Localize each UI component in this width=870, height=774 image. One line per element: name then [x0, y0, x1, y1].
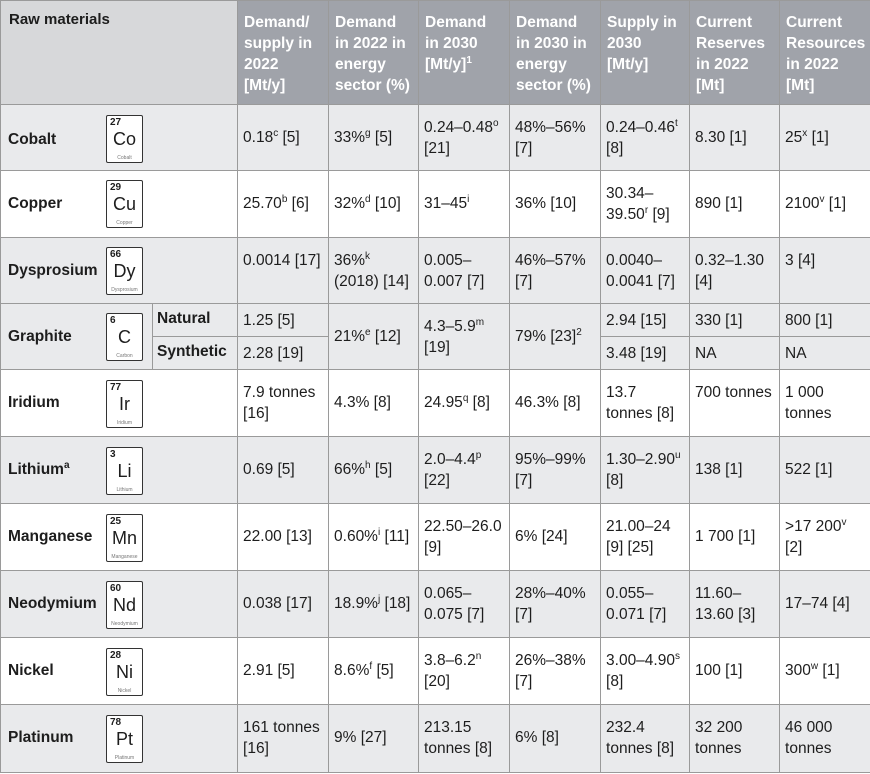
cell-reserves-2022: 890 [1]: [690, 171, 780, 238]
element-full-name: Iridium: [116, 420, 132, 426]
element-full-name: Dysprosium: [111, 287, 138, 293]
cell-demand-2030: [419, 638, 510, 705]
cell-demand-supply-2022: [238, 171, 329, 238]
cell-demand-energy-2030: 26%–38% [7]: [510, 638, 601, 705]
footnote: d: [365, 193, 371, 205]
cell-resources-2022: 1 000 tonnes: [780, 370, 870, 437]
cell-demand-energy-2022: [329, 504, 419, 571]
material-name: Graphite: [8, 328, 72, 345]
cell-demand-supply-2022: 2.28 [19]: [238, 337, 329, 370]
element-symbol: Ni: [116, 662, 133, 682]
table-row-platinum: [1, 705, 870, 773]
element-tile: [106, 514, 143, 562]
material-cell: [1, 504, 238, 571]
cell-demand-energy-2030: [510, 304, 601, 370]
header-reserves-2022: Current Reserves in 2022 [Mt]: [690, 1, 780, 105]
material-cell: [1, 571, 238, 638]
cell-demand-energy-2030: 95%–99% [7]: [510, 437, 601, 504]
cell-resources-2022: 3 [4]: [780, 238, 870, 304]
element-symbol: Co: [112, 129, 136, 149]
cell-reserves-2022: 8.30 [1]: [690, 105, 780, 171]
cell-demand-2030: 22.50–26.0 [9]: [419, 504, 510, 571]
cell-demand-energy-2022: [329, 238, 419, 304]
reference: [1]: [818, 662, 840, 679]
element-full-name: Platinum: [114, 755, 135, 761]
table-row-manganese: [1, 504, 870, 571]
element-full-name: Copper: [116, 220, 133, 226]
table-row-graphite-natural: [1, 304, 870, 337]
cell-demand-supply-2022: 7.9 tonnes [16]: [238, 370, 329, 437]
element-symbol: Ir: [119, 394, 130, 414]
reference: [8]: [606, 140, 624, 157]
value: 2.0–4.4: [424, 451, 476, 468]
footnote: e: [365, 326, 371, 338]
table-row-dysprosium: [1, 238, 870, 304]
element-symbol: Pt: [115, 729, 133, 749]
cell-demand-supply-2022: 2.91 [5]: [238, 638, 329, 705]
cell-supply-2030: [601, 638, 690, 705]
cell-supply-2030: 21.00–24 [9] [25]: [601, 504, 690, 571]
element-number: 60: [110, 583, 122, 594]
table-row-neodymium: [1, 571, 870, 638]
material-name: Cobalt: [8, 131, 57, 148]
value: 30.34–39.50: [606, 185, 654, 223]
value: 24.95: [424, 394, 463, 411]
reference: [2]: [785, 539, 803, 556]
reference: [21]: [424, 140, 450, 157]
value: >17 200: [785, 518, 842, 535]
cell-demand-energy-2030: 46%–57% [7]: [510, 238, 601, 304]
cell-demand-energy-2022: [329, 171, 419, 238]
cell-resources-2022: 46 000 tonnes: [780, 705, 870, 773]
element-number: 27: [110, 117, 122, 128]
value: 0.18: [243, 129, 274, 146]
value: 3.8–6.2: [424, 652, 476, 669]
element-symbol: C: [118, 327, 131, 347]
material-name: Neodymium: [8, 595, 97, 612]
cell-demand-2030: 0.005–0.007 [7]: [419, 238, 510, 304]
element-tile: [106, 648, 143, 696]
table-row-nickel: [1, 638, 870, 705]
value: 66%: [334, 461, 366, 478]
element-full-name: Neodymium: [111, 621, 138, 627]
footnote: h: [365, 459, 371, 471]
header-demand-2030-footnote: 1: [466, 54, 472, 66]
value: 8.6%: [334, 662, 370, 679]
footnote: a: [63, 459, 70, 471]
cell-demand-2030: [419, 171, 510, 238]
cell-supply-2030: [601, 437, 690, 504]
reference: [11]: [380, 528, 410, 545]
element-tile: [106, 447, 143, 495]
cell-demand-energy-2022: [329, 105, 419, 171]
cell-reserves-2022: 100 [1]: [690, 638, 780, 705]
cell-reserves-2022: 138 [1]: [690, 437, 780, 504]
material-cell: [1, 370, 238, 437]
element-tile: [106, 380, 143, 428]
cell-reserves-2022: 1 700 [1]: [690, 504, 780, 571]
material-cell: [1, 171, 238, 238]
value: 4.3–5.9: [424, 318, 476, 335]
element-number: 78: [110, 717, 122, 728]
footnote: t: [674, 117, 678, 129]
element-symbol: Dy: [113, 261, 136, 281]
material-name: Iridium: [8, 394, 60, 411]
cell-resources-2022: NA: [780, 337, 870, 370]
cell-supply-2030: [601, 171, 690, 238]
cell-demand-energy-2030: 28%–40% [7]: [510, 571, 601, 638]
cell-demand-energy-2022: [329, 638, 419, 705]
material-name: Copper: [8, 195, 63, 212]
cell-reserves-2022: 0.32–1.30 [4]: [690, 238, 780, 304]
header-demand-2030-text: Demand in 2030 [Mt/y]: [425, 14, 487, 73]
material-cell: [1, 105, 238, 171]
element-symbol: Mn: [111, 528, 137, 548]
cell-demand-energy-2022: [329, 304, 419, 370]
value: 25: [785, 129, 803, 146]
footnote: c: [273, 127, 279, 139]
reference: [22]: [424, 472, 450, 489]
reference: [5]: [372, 662, 394, 679]
footnote: f: [369, 660, 373, 672]
element-tile: [106, 715, 143, 763]
value: 0.24–0.48: [424, 119, 493, 136]
footnote: g: [365, 127, 371, 139]
value: 300: [785, 662, 811, 679]
cell-demand-supply-2022: 1.25 [5]: [238, 304, 329, 337]
value: 32%: [334, 195, 366, 212]
table-row-iridium: [1, 370, 870, 437]
cell-reserves-2022: 700 tonnes: [690, 370, 780, 437]
material-name-text: Lithium: [8, 461, 64, 478]
element-full-name: Nickel: [117, 688, 132, 694]
cell-demand-2030: [419, 304, 510, 370]
cell-resources-2022: 522 [1]: [780, 437, 870, 504]
element-number: 25: [110, 516, 122, 527]
cell-demand-2030: 213.15 tonnes [8]: [419, 705, 510, 773]
footnote: x: [802, 127, 808, 139]
header-resources-2022: Current Resources in 2022 [Mt]: [780, 1, 870, 105]
footnote: i: [377, 526, 381, 538]
cell-demand-supply-2022: 0.038 [17]: [238, 571, 329, 638]
value: 1.30–2.90: [606, 451, 675, 468]
table-row-lithium: [1, 437, 870, 504]
element-symbol: Li: [117, 461, 132, 481]
cell-reserves-2022: 330 [1]: [690, 304, 780, 337]
cell-reserves-2022: NA: [690, 337, 780, 370]
material-cell: [1, 638, 238, 705]
cell-demand-energy-2022: [329, 437, 419, 504]
reference: [9]: [648, 206, 670, 223]
footnote: u: [674, 449, 681, 461]
material-cell: [1, 238, 238, 304]
cell-demand-2030: [419, 105, 510, 171]
value: 33%: [334, 129, 366, 146]
material-cell: [1, 437, 238, 504]
footnote: q: [462, 392, 469, 404]
footnote: p: [475, 449, 482, 461]
value: 0.60%: [334, 528, 378, 545]
footnote: n: [475, 650, 482, 662]
element-number: 3: [110, 449, 116, 460]
cell-demand-supply-2022: 161 tonnes [16]: [238, 705, 329, 773]
cell-resources-2022: 800 [1]: [780, 304, 870, 337]
reference: [8]: [606, 673, 624, 690]
footnote: k: [365, 250, 371, 262]
element-full-name: Manganese: [111, 554, 138, 560]
form-label-synthetic: Synthetic: [153, 337, 238, 370]
reference: [20]: [424, 673, 450, 690]
footnote: m: [475, 316, 485, 328]
reference: [19]: [424, 339, 450, 356]
cell-demand-energy-2030: 6% [8]: [510, 705, 601, 773]
cell-demand-energy-2022: 4.3% [8]: [329, 370, 419, 437]
element-symbol: Nd: [112, 595, 136, 615]
element-tile: [106, 115, 143, 163]
reference: [5]: [278, 129, 300, 146]
cell-reserves-2022: 11.60–13.60 [3]: [690, 571, 780, 638]
reference: [10]: [370, 195, 401, 212]
reference: [18]: [380, 595, 411, 612]
cell-resources-2022: 17–74 [4]: [780, 571, 870, 638]
header-demand-energy-2030: Demand in 2030 in energy sector (%): [510, 1, 601, 105]
cell-resources-2022: [780, 105, 870, 171]
element-full-name: Cobalt: [117, 155, 132, 161]
reference: [5]: [370, 129, 393, 146]
form-label-natural: Natural: [153, 304, 238, 337]
cell-demand-supply-2022: 0.69 [5]: [238, 437, 329, 504]
element-tile: [106, 581, 143, 629]
table-row-cobalt: [1, 105, 870, 171]
footnote: i: [467, 193, 470, 205]
cell-resources-2022: [780, 504, 870, 571]
value: 18.9%: [334, 595, 378, 612]
footnote: b: [281, 193, 288, 205]
cell-demand-supply-2022: 22.00 [13]: [238, 504, 329, 571]
material-name: Manganese: [8, 528, 93, 545]
element-number: 66: [110, 249, 122, 260]
cell-reserves-2022: 32 200 tonnes: [690, 705, 780, 773]
reference: [1]: [824, 195, 847, 212]
header-raw-materials: Raw materials: [1, 1, 238, 105]
footnote: s: [674, 650, 680, 662]
element-tile: [106, 180, 143, 228]
footnote: v: [841, 516, 847, 528]
value: 2100: [785, 195, 820, 212]
element-number: 29: [110, 182, 122, 193]
cell-supply-2030: 3.48 [19]: [601, 337, 690, 370]
cell-demand-energy-2030: 6% [24]: [510, 504, 601, 571]
value: 36%: [334, 252, 366, 269]
cell-supply-2030: [601, 105, 690, 171]
value: 31–45: [424, 195, 468, 212]
material-name: Platinum: [8, 729, 74, 746]
cell-supply-2030: 13.7 tonnes [8]: [601, 370, 690, 437]
value: 21%: [334, 328, 366, 345]
cell-supply-2030: 0.055–0.071 [7]: [601, 571, 690, 638]
footnote: 2: [576, 326, 582, 338]
reference: [1]: [807, 129, 829, 146]
element-symbol: Cu: [112, 194, 136, 214]
material-name: [8, 461, 70, 479]
material-cell: [1, 705, 238, 773]
value: 79% [23]: [515, 328, 577, 345]
header-demand-supply-2022: Demand/ supply in 2022 [Mt/y]: [238, 1, 329, 105]
cell-demand-2030: 0.065–0.075 [7]: [419, 571, 510, 638]
cell-demand-energy-2030: 46.3% [8]: [510, 370, 601, 437]
cell-demand-2030: [419, 437, 510, 504]
value: 3.00–4.90: [606, 652, 675, 669]
reference: [8]: [606, 472, 624, 489]
element-tile: [106, 247, 143, 295]
cell-supply-2030: 2.94 [15]: [601, 304, 690, 337]
cell-resources-2022: [780, 638, 870, 705]
reference: [12]: [370, 328, 401, 345]
header-row: [1, 1, 870, 105]
element-number: 77: [110, 382, 122, 393]
footnote: o: [492, 117, 499, 129]
footnote: r: [644, 204, 649, 216]
element-tile: [106, 313, 143, 361]
cell-demand-energy-2022: 9% [27]: [329, 705, 419, 773]
footnote: j: [377, 593, 381, 605]
element-full-name: Carbon: [116, 353, 133, 359]
value: 25.70: [243, 195, 282, 212]
header-demand-energy-2022: Demand in 2022 in energy sector (%): [329, 1, 419, 105]
reference: [6]: [287, 195, 309, 212]
material-cell: [1, 304, 153, 370]
cell-demand-supply-2022: [238, 105, 329, 171]
reference: (2018) [14]: [334, 273, 409, 290]
cell-supply-2030: 232.4 tonnes [8]: [601, 705, 690, 773]
material-name: Nickel: [8, 662, 54, 679]
cell-resources-2022: [780, 171, 870, 238]
cell-demand-energy-2030: 36% [10]: [510, 171, 601, 238]
footnote: v: [819, 193, 825, 205]
cell-demand-supply-2022: 0.0014 [17]: [238, 238, 329, 304]
cell-demand-energy-2030: 48%–56% [7]: [510, 105, 601, 171]
reference: [8]: [468, 394, 490, 411]
header-supply-2030: Supply in 2030 [Mt/y]: [601, 1, 690, 105]
cell-supply-2030: 0.0040–0.0041 [7]: [601, 238, 690, 304]
cell-demand-energy-2022: [329, 571, 419, 638]
element-number: 28: [110, 650, 122, 661]
reference: [5]: [370, 461, 393, 478]
cell-demand-2030: [419, 370, 510, 437]
header-demand-2030: [419, 1, 510, 105]
value: 0.24–0.46: [606, 119, 675, 136]
footnote: w: [810, 660, 819, 672]
material-name: Dysprosium: [8, 262, 98, 279]
element-full-name: Lithium: [116, 487, 133, 493]
table-row-copper: [1, 171, 870, 238]
element-number: 6: [110, 315, 116, 326]
